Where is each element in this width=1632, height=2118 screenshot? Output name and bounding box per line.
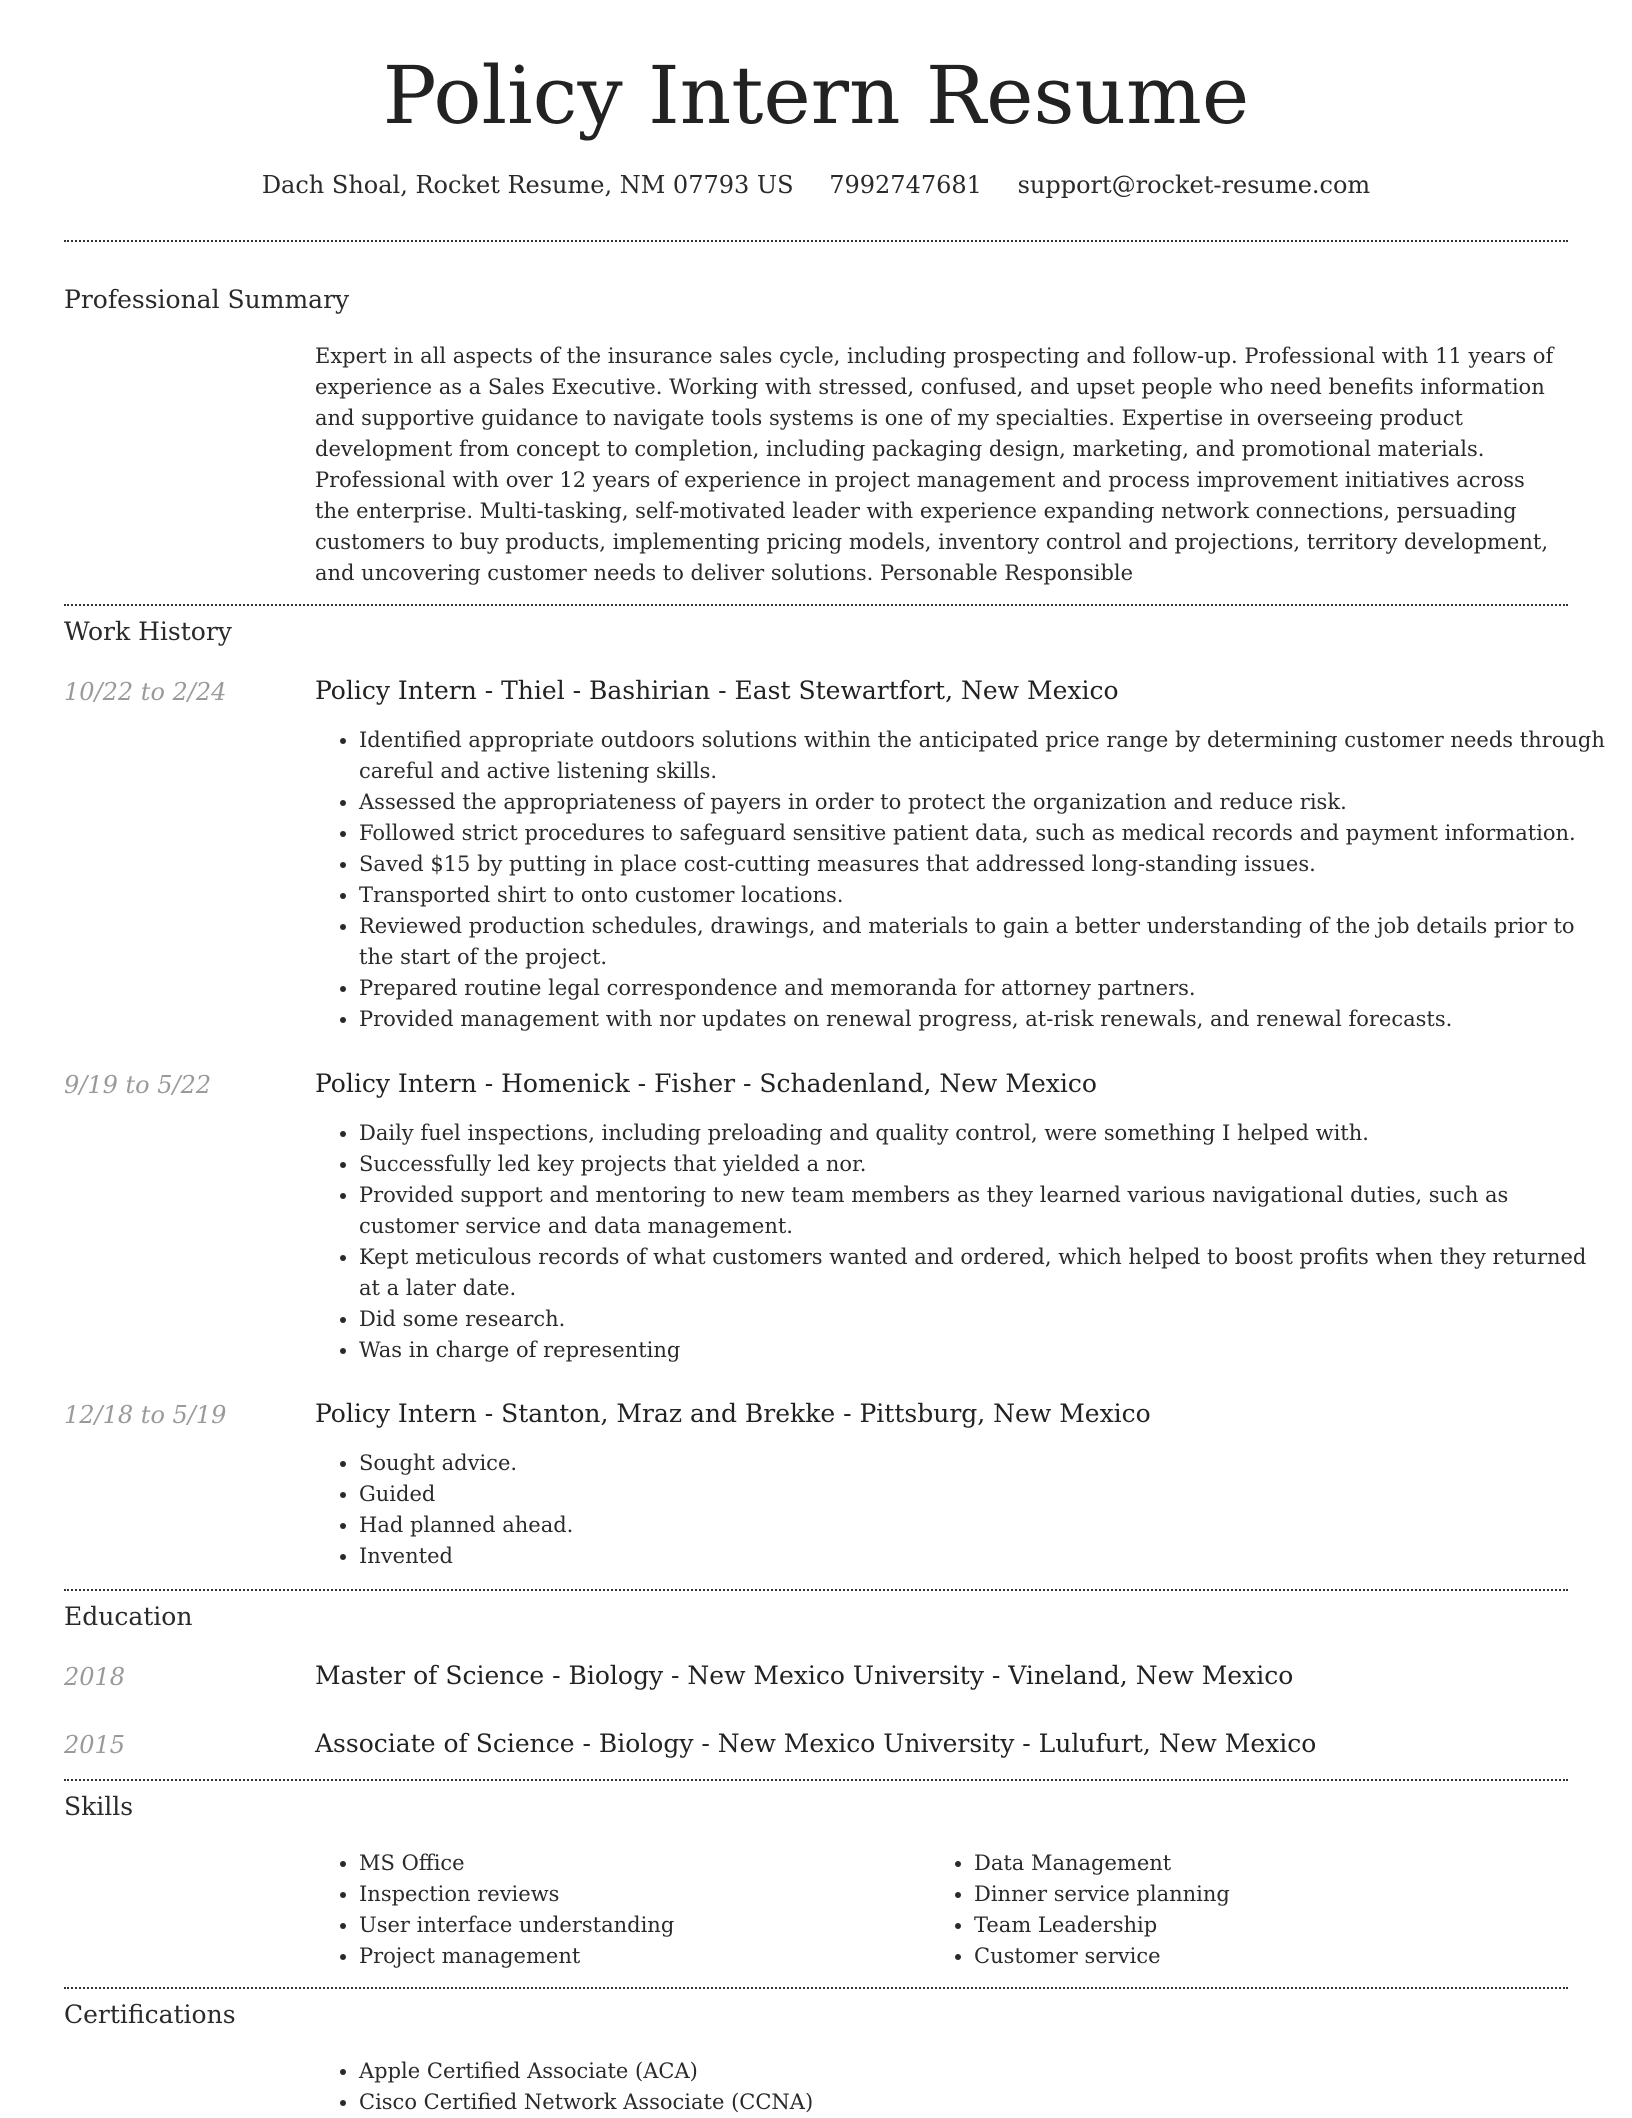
education-degree: Master of Science - Biology - New Mexico University - Vineland, New Mexico bbox=[315, 1661, 1294, 1690]
skills-heading: Skills bbox=[64, 1792, 134, 1821]
job-title: Policy Intern - Thiel - Bashirian - East Stewartfort, New Mexico bbox=[315, 676, 1119, 705]
job-bullets bbox=[315, 1118, 1609, 1366]
job-bullet: • Identified appropriate outdoors solutions within the anticipated price range by determining customer needs through careful and active listening skills. bbox=[359, 725, 1609, 787]
job-bullet: • Provided support and mentoring to new team members as they learned various navigational duties, such as customer service and data management. bbox=[359, 1180, 1609, 1242]
contact-phone: 7992747681 bbox=[829, 171, 982, 199]
contact-line bbox=[0, 170, 1632, 200]
job-bullet: • Daily fuel inspections, including preloading and quality control, were something I helped with. bbox=[359, 1118, 1609, 1149]
job-dates: 9/19 to 5/22 bbox=[64, 1071, 212, 1099]
job-bullet: • Did some research. bbox=[359, 1304, 1609, 1335]
skill-item: • Inspection reviews bbox=[359, 1879, 939, 1910]
job-bullet: • Assessed the appropriateness of payers in order to protect the organization and reduce risk. bbox=[359, 787, 1609, 818]
section-divider bbox=[64, 1589, 1568, 1591]
certifications-list bbox=[315, 2056, 1609, 2118]
job-bullets bbox=[315, 1448, 1609, 1572]
job-dates: 10/22 to 2/24 bbox=[64, 678, 227, 706]
certification-item: • Cisco Certified Network Associate (CCNA) bbox=[359, 2087, 1609, 2118]
job-bullet: • Guided bbox=[359, 1479, 1609, 1510]
certification-item: • Apple Certified Associate (ACA) bbox=[359, 2056, 1609, 2087]
job-bullet: • Sought advice. bbox=[359, 1448, 1609, 1479]
resume-title: Policy Intern Resume bbox=[382, 49, 1250, 142]
work-history-heading: Work History bbox=[64, 617, 232, 646]
contact-email: support@rocket-resume.com bbox=[1017, 171, 1371, 199]
job-bullet: • Kept meticulous records of what customers wanted and ordered, which helped to boost profits when they returned at a later date. bbox=[359, 1242, 1609, 1304]
skills-list-left bbox=[315, 1848, 939, 1972]
skills-list-right bbox=[930, 1848, 1574, 1972]
contact-address: Dach Shoal, Rocket Resume, NM 07793 US bbox=[261, 171, 794, 199]
job-bullet: • Had planned ahead. bbox=[359, 1510, 1609, 1541]
section-divider bbox=[64, 240, 1568, 242]
skill-item: • MS Office bbox=[359, 1848, 939, 1879]
education-year: 2018 bbox=[64, 1663, 126, 1691]
section-divider bbox=[64, 604, 1568, 606]
job-title: Policy Intern - Stanton, Mraz and Brekke - Pittsburg, New Mexico bbox=[315, 1399, 1151, 1428]
certifications-heading: Certifications bbox=[64, 2000, 236, 2029]
job-bullet: • Transported shirt to onto customer locations. bbox=[359, 880, 1609, 911]
education-year: 2015 bbox=[64, 1731, 126, 1759]
job-bullet: • Invented bbox=[359, 1541, 1609, 1572]
skill-item: • Project management bbox=[359, 1941, 939, 1972]
job-bullet: • Was in charge of representing bbox=[359, 1335, 1609, 1366]
job-bullet: • Successfully led key projects that yielded a nor. bbox=[359, 1149, 1609, 1180]
skill-item: • Team Leadership bbox=[974, 1910, 1574, 1941]
summary-heading: Professional Summary bbox=[64, 285, 350, 314]
education-heading: Education bbox=[64, 1602, 193, 1631]
job-bullet: • Saved $15 by putting in place cost-cutting measures that addressed long-standing issues. bbox=[359, 849, 1609, 880]
skill-item: • Dinner service planning bbox=[974, 1879, 1574, 1910]
job-bullet: • Provided management with nor updates on renewal progress, at-risk renewals, and renewal forecasts. bbox=[359, 1004, 1609, 1035]
education-degree: Associate of Science - Biology - New Mexico University - Lulufurt, New Mexico bbox=[315, 1729, 1317, 1758]
job-bullet: • Reviewed production schedules, drawings, and materials to gain a better understanding of the job details prior to the start of the project. bbox=[359, 911, 1609, 973]
job-dates: 12/18 to 5/19 bbox=[64, 1401, 227, 1429]
job-bullet: • Followed strict procedures to safeguard sensitive patient data, such as medical records and payment information. bbox=[359, 818, 1609, 849]
section-divider bbox=[64, 1779, 1568, 1781]
skill-item: • Customer service bbox=[974, 1941, 1574, 1972]
job-bullets bbox=[315, 725, 1609, 1035]
section-divider bbox=[64, 1987, 1568, 1989]
skill-item: • Data Management bbox=[974, 1848, 1574, 1879]
job-bullet: • Prepared routine legal correspondence and memoranda for attorney partners. bbox=[359, 973, 1609, 1004]
job-title: Policy Intern - Homenick - Fisher - Schadenland, New Mexico bbox=[315, 1069, 1097, 1098]
skill-item: • User interface understanding bbox=[359, 1910, 939, 1941]
summary-text: Expert in all aspects of the insurance sales cycle, including prospecting and follow-up. Professional with 11 years of experience as a Sales Executive. Working with stressed, confused, and upset people who need benefits information and supportive guidance to navigate tools systems is one of my specialties. Expertise in overseeing product development from concept to completion, including packaging design, marketing, and promotional materials. Professional with over 12 years of experience in project management and process improvement initiatives across the enterprise. Multi-tasking, self-motivated leader with experience expanding network connections, persuading customers to buy products, implementing pricing models, inventory control and projections, territory development, and uncovering customer needs to deliver solutions. Personable Responsible bbox=[315, 344, 1554, 585]
